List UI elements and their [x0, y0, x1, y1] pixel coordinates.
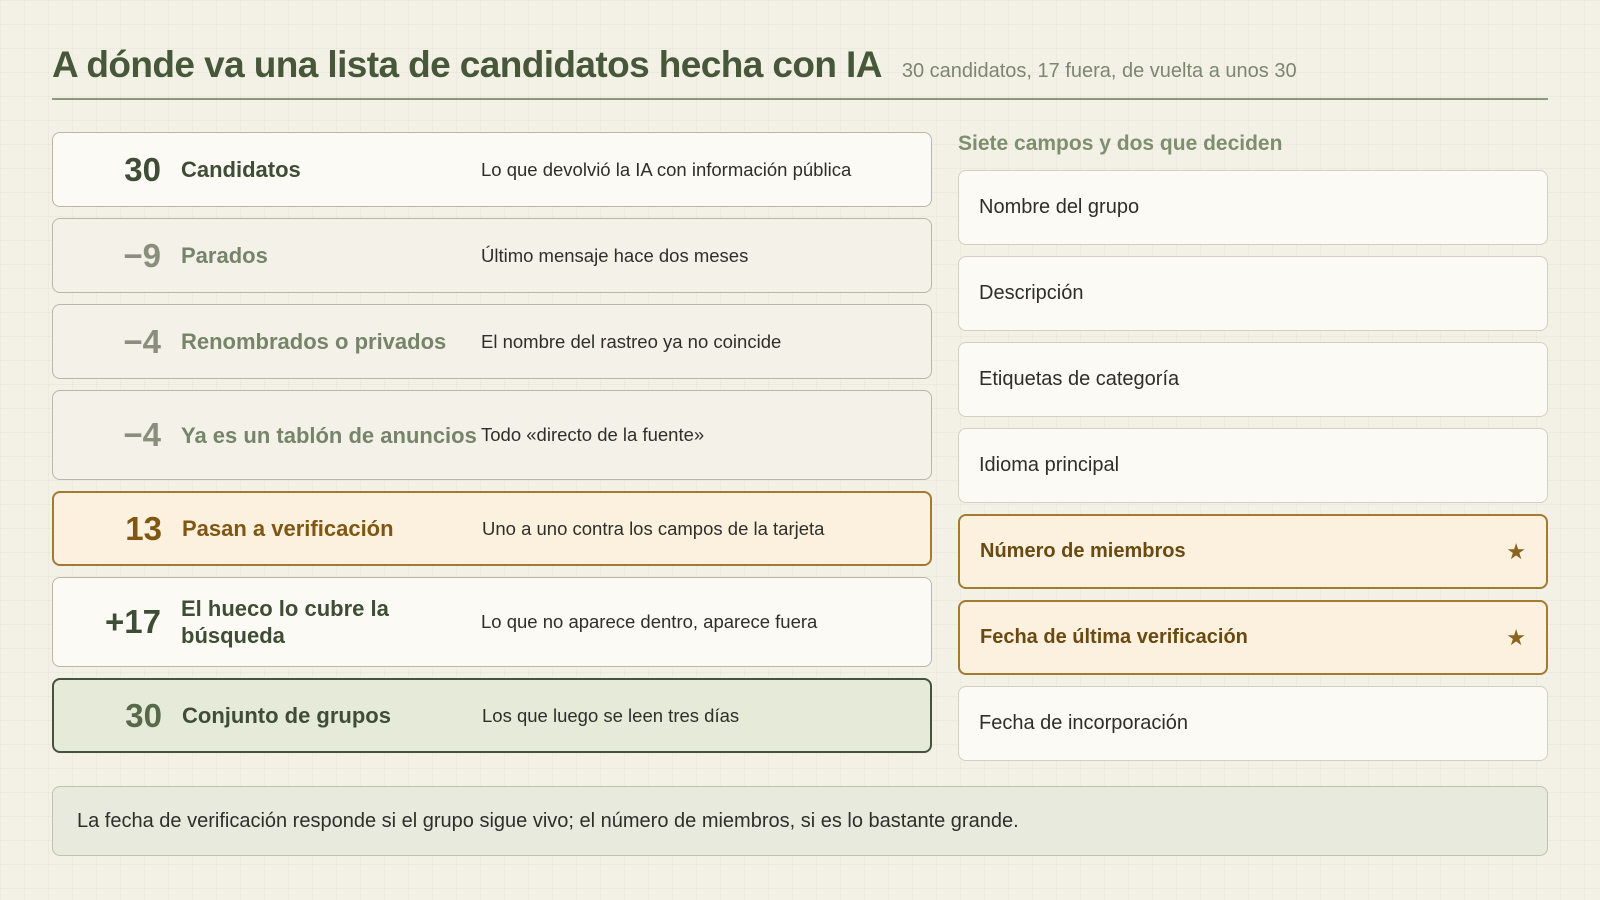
field-item-key — [958, 514, 1548, 589]
field-item — [958, 256, 1548, 331]
field-item — [958, 428, 1548, 503]
funnel-value: 30 — [125, 696, 162, 734]
field-label: Fecha de incorporación — [979, 712, 1189, 734]
funnel-description: El nombre del rastreo ya no coincide — [481, 330, 782, 352]
funnel-description: Lo que devolvió la IA con información pública — [481, 158, 852, 180]
funnel-label: Pasan a verificación — [182, 516, 394, 541]
page-title: A dónde va una lista de candidatos hecha con IA — [52, 44, 882, 85]
funnel-label: Ya es un tablón de anuncios — [181, 422, 477, 448]
funnel-row-parados — [52, 218, 932, 293]
funnel-row-verificacion — [52, 491, 932, 566]
field-label: Fecha de última verificación — [980, 626, 1248, 648]
funnel-description: Todo «directo de la fuente» — [481, 424, 705, 445]
field-label: Nombre del grupo — [979, 196, 1140, 218]
funnel-row-renombrados — [52, 304, 932, 379]
star-icon: ★ — [1506, 624, 1526, 650]
page-subtitle: 30 candidatos, 17 fuera, de vuelta a unos 30 — [901, 60, 1297, 82]
page-header — [52, 44, 1548, 100]
fields-title: Siete campos y dos que deciden — [958, 132, 1283, 155]
funnel-row-busqueda — [52, 577, 932, 667]
card-fields-panel — [958, 130, 1548, 772]
field-item-key — [958, 600, 1548, 675]
funnel-value: 13 — [125, 509, 162, 547]
funnel-label: Renombrados o privados — [181, 329, 447, 354]
field-label: Etiquetas de categoría — [979, 368, 1180, 390]
field-label: Idioma principal — [979, 454, 1120, 476]
funnel-row-candidatos — [52, 132, 932, 207]
summary-note — [52, 786, 1548, 856]
funnel-label: Candidatos — [181, 157, 301, 182]
field-item — [958, 686, 1548, 761]
funnel-row-tablon — [52, 390, 932, 480]
funnel-value: −4 — [123, 322, 161, 360]
funnel-row-conjunto — [52, 678, 932, 753]
funnel-value: +17 — [105, 603, 161, 640]
funnel-label: Conjunto de grupos — [182, 703, 391, 728]
funnel-description: Uno a uno contra los campos de la tarjeta — [482, 517, 825, 539]
funnel-description: Lo que no aparece dentro, aparece fuera — [481, 611, 818, 632]
funnel-value: 30 — [124, 150, 161, 188]
star-icon: ★ — [1506, 538, 1526, 564]
summary-note-text: La fecha de verificación responde si el grupo sigue vivo; el número de miembros, si es lo bastante grande. — [77, 809, 1019, 832]
field-item — [958, 342, 1548, 417]
candidate-funnel — [52, 132, 932, 764]
field-label: Descripción — [979, 282, 1084, 304]
funnel-value: −9 — [123, 236, 161, 274]
funnel-description: Último mensaje hace dos meses — [481, 244, 749, 266]
funnel-label: El hueco lo cubre la búsqueda — [181, 596, 389, 648]
funnel-label: Parados — [181, 243, 268, 268]
field-item — [958, 170, 1548, 245]
field-label: Número de miembros — [980, 540, 1186, 562]
funnel-description: Los que luego se leen tres días — [482, 704, 740, 726]
funnel-value: −4 — [123, 416, 161, 453]
